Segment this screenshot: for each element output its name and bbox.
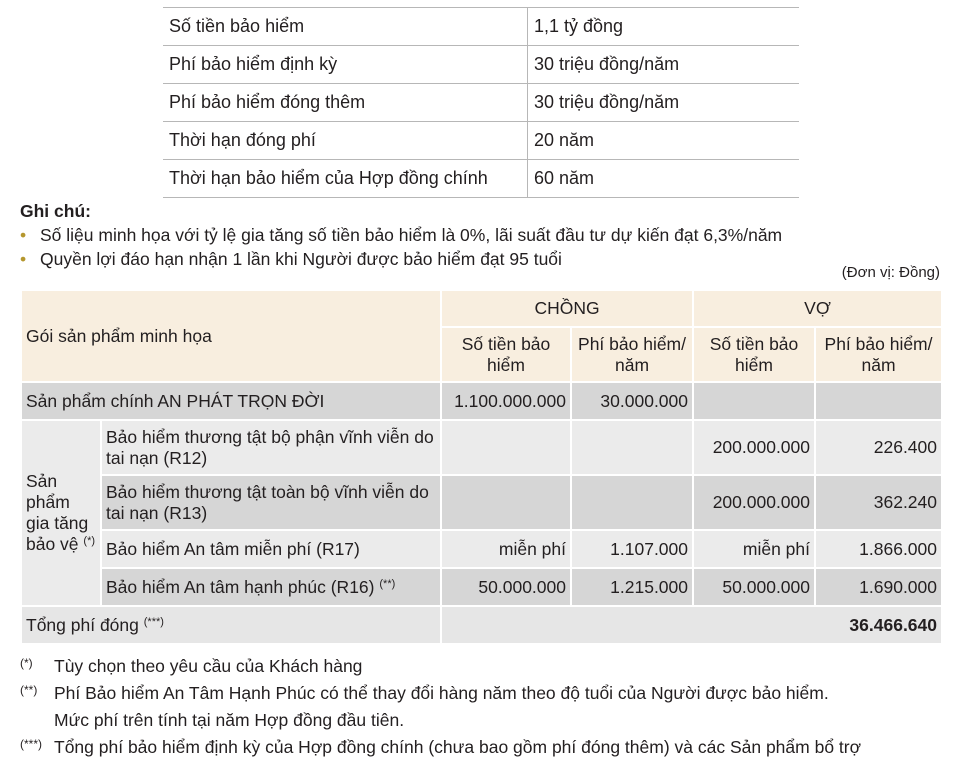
footnote-mark: (*) bbox=[20, 656, 33, 670]
husband-sum-value: miễn phí bbox=[441, 530, 571, 568]
total-value: 36.466.640 bbox=[441, 606, 942, 644]
main-product-label: Sản phẩm chính AN PHÁT TRỌN ĐỜI bbox=[21, 382, 441, 420]
total-row bbox=[21, 606, 942, 644]
footnote-text: Tùy chọn theo yêu cầu của Khách hàng bbox=[54, 656, 363, 676]
husband-sum-value: 1.100.000.000 bbox=[441, 382, 571, 420]
summary-label: Thời hạn đóng phí bbox=[163, 122, 528, 160]
wife-premium-header: Phí bảo hiểm/ năm bbox=[815, 327, 942, 382]
package-header: Gói sản phẩm minh họa bbox=[21, 290, 441, 382]
summary-label: Thời hạn bảo hiểm của Hợp đồng chính bbox=[163, 160, 528, 198]
footnote-mark: (**) bbox=[20, 683, 38, 697]
summary-value: 30 triệu đồng/năm bbox=[528, 84, 800, 122]
notes-section bbox=[20, 199, 782, 271]
wife-sum-value: 200.000.000 bbox=[693, 420, 815, 475]
summary-label: Phí bảo hiểm đóng thêm bbox=[163, 84, 528, 122]
husband-premium-value bbox=[571, 420, 693, 475]
total-label: Tổng phí đóng (***) bbox=[21, 606, 441, 644]
husband-premium-header: Phí bảo hiểm/ năm bbox=[571, 327, 693, 382]
footnotes bbox=[20, 653, 861, 761]
wife-premium-value bbox=[815, 382, 942, 420]
rider-label: Bảo hiểm An tâm hạnh phúc (R16) (**) bbox=[101, 568, 441, 606]
footnote-text: Tổng phí bảo hiểm định kỳ của Hợp đồng chính (chưa bao gồm phí đóng thêm) và các Sản phẩm bổ trợ bbox=[54, 737, 862, 757]
husband-header: CHỒNG bbox=[441, 290, 693, 327]
summary-row bbox=[163, 84, 799, 122]
husband-sum-value bbox=[441, 420, 571, 475]
note-item bbox=[20, 247, 782, 271]
summary-value: 20 năm bbox=[528, 122, 800, 160]
wife-sum-header: Số tiền bảo hiểm bbox=[693, 327, 815, 382]
wife-sum-value: miễn phí bbox=[693, 530, 815, 568]
husband-premium-value: 30.000.000 bbox=[571, 382, 693, 420]
wife-premium-value: 1.866.000 bbox=[815, 530, 942, 568]
husband-sum-header: Số tiền bảo hiểm bbox=[441, 327, 571, 382]
summary-row bbox=[163, 160, 799, 198]
summary-value: 30 triệu đồng/năm bbox=[528, 46, 800, 84]
rider-label: Bảo hiểm thương tật bộ phận vĩnh viễn do tai nạn (R12) bbox=[101, 420, 441, 475]
bullet-icon: • bbox=[20, 249, 27, 269]
summary-row bbox=[163, 46, 799, 84]
wife-sum-value: 50.000.000 bbox=[693, 568, 815, 606]
husband-premium-value: 1.107.000 bbox=[571, 530, 693, 568]
bullet-icon: • bbox=[20, 225, 27, 245]
wife-premium-value: 1.690.000 bbox=[815, 568, 942, 606]
rider-row bbox=[21, 530, 942, 568]
rider-row bbox=[21, 420, 942, 475]
husband-sum-value bbox=[441, 475, 571, 530]
wife-premium-value: 362.240 bbox=[815, 475, 942, 530]
illustration-table bbox=[20, 289, 943, 645]
notes-title: Ghi chú: bbox=[20, 201, 91, 221]
unit-note: (Đơn vị: Đồng) bbox=[841, 264, 940, 281]
wife-sum-value bbox=[693, 382, 815, 420]
husband-premium-value bbox=[571, 475, 693, 530]
rider-row bbox=[21, 568, 942, 606]
summary-value: 1,1 tỷ đồng bbox=[528, 8, 800, 46]
summary-value: 60 năm bbox=[528, 160, 800, 198]
rider-row bbox=[21, 475, 942, 530]
rider-mark: (**) bbox=[379, 577, 396, 590]
summary-label: Phí bảo hiểm định kỳ bbox=[163, 46, 528, 84]
note-text: Số liệu minh họa với tỷ lệ gia tăng số tiền bảo hiểm là 0%, lãi suất đầu tư dự kiến đạt 6,3%/năm bbox=[40, 225, 783, 245]
total-mark: (***) bbox=[143, 615, 164, 628]
footnote bbox=[20, 734, 861, 761]
footnote bbox=[20, 680, 861, 734]
main-product-row bbox=[21, 382, 942, 420]
wife-sum-value: 200.000.000 bbox=[693, 475, 815, 530]
husband-premium-value: 1.215.000 bbox=[571, 568, 693, 606]
footnote-text: Mức phí trên tính tại năm Hợp đồng đầu tiên. bbox=[54, 710, 405, 730]
note-item bbox=[20, 223, 782, 247]
rider-label: Bảo hiểm An tâm miễn phí (R17) bbox=[101, 530, 441, 568]
wife-header: VỢ bbox=[693, 290, 942, 327]
note-text: Quyền lợi đáo hạn nhận 1 lần khi Người được bảo hiểm đạt 95 tuổi bbox=[40, 249, 562, 269]
summary-label: Số tiền bảo hiểm bbox=[163, 8, 528, 46]
rider-label: Bảo hiểm thương tật toàn bộ vĩnh viễn do tai nạn (R13) bbox=[101, 475, 441, 530]
footnote-text: Phí Bảo hiểm An Tâm Hạnh Phúc có thể thay đổi hàng năm theo độ tuổi của Người được bảo hiểm. bbox=[54, 683, 829, 703]
footnote bbox=[20, 653, 861, 680]
riders-group-label: Sản phẩm gia tăng bảo vệ (*) bbox=[21, 420, 101, 606]
husband-sum-value: 50.000.000 bbox=[441, 568, 571, 606]
wife-premium-value: 226.400 bbox=[815, 420, 942, 475]
footnote-mark: (***) bbox=[20, 737, 43, 751]
summary-row bbox=[163, 122, 799, 160]
summary-table bbox=[163, 7, 799, 198]
summary-row bbox=[163, 8, 799, 46]
riders-group-mark: (*) bbox=[83, 535, 96, 547]
